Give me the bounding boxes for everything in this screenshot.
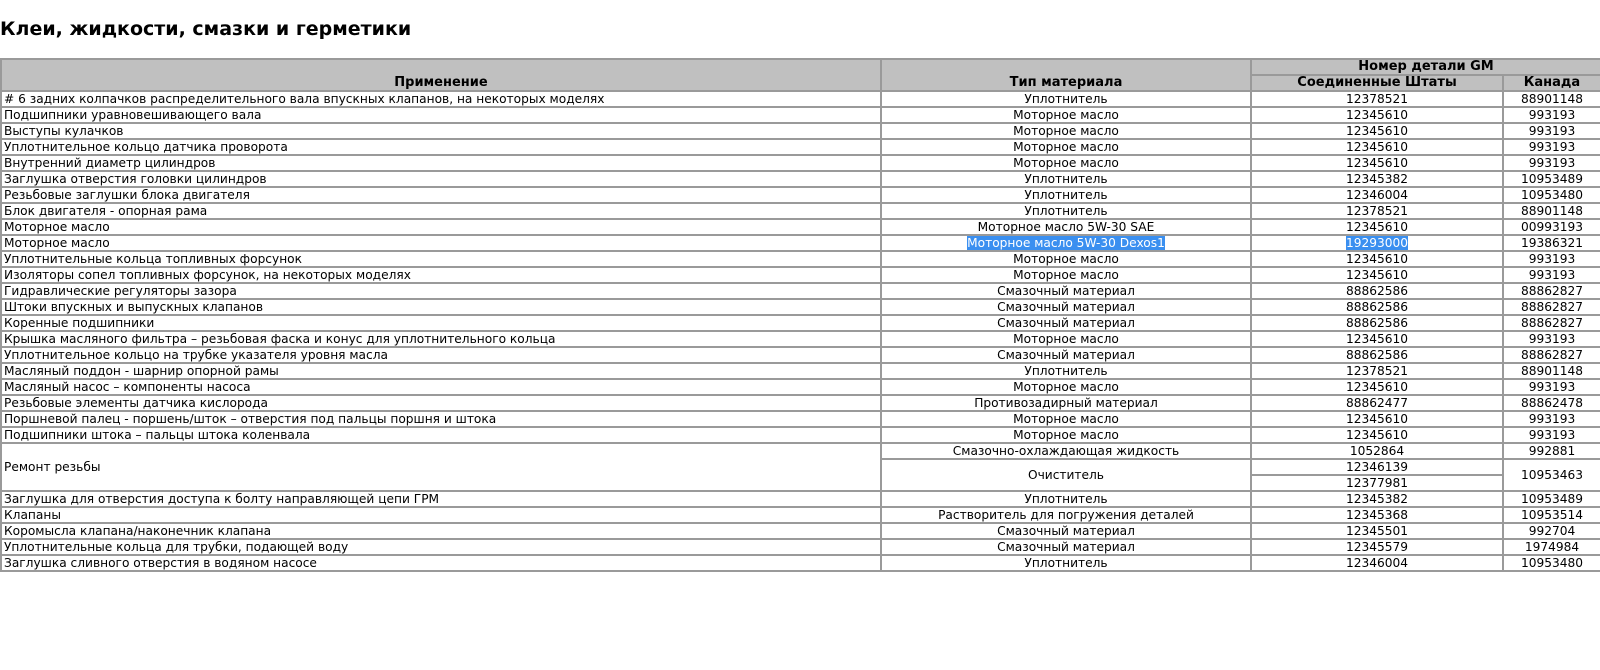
table-row bbox=[1, 395, 1600, 411]
cell-material-type: Уплотнитель bbox=[881, 491, 1251, 507]
cell-application: Моторное масло bbox=[1, 219, 881, 235]
cell-application: Масляный поддон - шарнир опорной рамы bbox=[1, 363, 881, 379]
table-row bbox=[1, 363, 1600, 379]
header-usa: Соединенные Штаты bbox=[1251, 75, 1503, 91]
cell-usa-part: 12345610 bbox=[1251, 331, 1503, 347]
cell-canada-part: 992704 bbox=[1503, 523, 1600, 539]
cell-application: Клапаны bbox=[1, 507, 881, 523]
cell-material-type: Смазочный материал bbox=[881, 315, 1251, 331]
cell-usa-part: 12378521 bbox=[1251, 363, 1503, 379]
table-row bbox=[1, 299, 1600, 315]
cell-usa-part: 12346004 bbox=[1251, 555, 1503, 571]
table-row bbox=[1, 347, 1600, 363]
cell-usa-part: 88862477 bbox=[1251, 395, 1503, 411]
cell-material-type: Смазочный материал bbox=[881, 347, 1251, 363]
cell-material-type: Уплотнитель bbox=[881, 187, 1251, 203]
cell-canada-part: 10953514 bbox=[1503, 507, 1600, 523]
cell-material-type: Смазочный материал bbox=[881, 299, 1251, 315]
cell-material-type: Моторное масло bbox=[881, 155, 1251, 171]
cell-canada-part: 88862827 bbox=[1503, 315, 1600, 331]
cell-material-type: Смазочный материал bbox=[881, 523, 1251, 539]
table-row bbox=[1, 219, 1600, 235]
cell-usa-part: 12377981 bbox=[1251, 475, 1503, 491]
table-row bbox=[1, 331, 1600, 347]
cell-usa-part bbox=[1251, 235, 1503, 251]
cell-material-type: Уплотнитель bbox=[881, 91, 1251, 107]
cell-canada-part: 10953480 bbox=[1503, 555, 1600, 571]
cell-material-type: Уплотнитель bbox=[881, 555, 1251, 571]
table-row bbox=[1, 523, 1600, 539]
cell-canada-part: 88862827 bbox=[1503, 299, 1600, 315]
cell-usa-part: 12378521 bbox=[1251, 91, 1503, 107]
cell-application: Коренные подшипники bbox=[1, 315, 881, 331]
table-row bbox=[1, 539, 1600, 555]
cell-usa-part: 12345610 bbox=[1251, 107, 1503, 123]
table-row bbox=[1, 91, 1600, 107]
selected-text: 19293000 bbox=[1345, 236, 1409, 250]
cell-application: # 6 задних колпачков распределительного вала впускных клапанов, на некоторых моделях bbox=[1, 91, 881, 107]
cell-application: Уплотнительное кольцо датчика проворота bbox=[1, 139, 881, 155]
cell-usa-part: 88862586 bbox=[1251, 299, 1503, 315]
cell-usa-part: 12345382 bbox=[1251, 171, 1503, 187]
cell-usa-part: 12345610 bbox=[1251, 267, 1503, 283]
table-row bbox=[1, 107, 1600, 123]
table-row bbox=[1, 427, 1600, 443]
cell-canada-part: 993193 bbox=[1503, 139, 1600, 155]
cell-application: Коромысла клапана/наконечник клапана bbox=[1, 523, 881, 539]
cell-usa-part: 12345610 bbox=[1251, 251, 1503, 267]
cell-application: Крышка масляного фильтра – резьбовая фаска и конус для уплотнительного кольца bbox=[1, 331, 881, 347]
cell-application: Заглушка отверстия головки цилиндров bbox=[1, 171, 881, 187]
cell-canada-part: 993193 bbox=[1503, 427, 1600, 443]
cell-application: Подшипники уравновешивающего вала bbox=[1, 107, 881, 123]
cell-material-type: Моторное масло bbox=[881, 379, 1251, 395]
table-row bbox=[1, 555, 1600, 571]
cell-material-type: Моторное масло bbox=[881, 123, 1251, 139]
cell-canada-part: 88901148 bbox=[1503, 203, 1600, 219]
table-row bbox=[1, 203, 1600, 219]
cell-usa-part: 12345610 bbox=[1251, 219, 1503, 235]
cell-material-type: Моторное масло bbox=[881, 251, 1251, 267]
header-gm-part-number: Номер детали GM bbox=[1251, 59, 1600, 75]
cell-usa-part: 12345610 bbox=[1251, 411, 1503, 427]
cell-application: Заглушка для отверстия доступа к болту направляющей цепи ГРМ bbox=[1, 491, 881, 507]
cell-usa-part: 12346139 bbox=[1251, 459, 1503, 475]
table-body bbox=[1, 91, 1600, 443]
cell-application: Масляный насос – компоненты насоса bbox=[1, 379, 881, 395]
cell-canada-part: 19386321 bbox=[1503, 235, 1600, 251]
cell-material-type bbox=[881, 235, 1251, 251]
table-row bbox=[1, 491, 1600, 507]
cell-material-type: Смазочный материал bbox=[881, 283, 1251, 299]
cell-canada-part: 993193 bbox=[1503, 155, 1600, 171]
cell-usa-part: 12345368 bbox=[1251, 507, 1503, 523]
cell-application: Поршневой палец - поршень/шток – отверстия под пальцы поршня и штока bbox=[1, 411, 881, 427]
cell-application: Уплотнительное кольцо на трубке указателя уровня масла bbox=[1, 347, 881, 363]
cell-canada-part: 993193 bbox=[1503, 267, 1600, 283]
cell-canada-part: 993193 bbox=[1503, 331, 1600, 347]
cell-application: Ремонт резьбы bbox=[1, 443, 881, 491]
cell-usa-part: 12345610 bbox=[1251, 139, 1503, 155]
cell-canada-part: 10953489 bbox=[1503, 171, 1600, 187]
cell-application: Заглушка сливного отверстия в водяном насосе bbox=[1, 555, 881, 571]
parts-table bbox=[0, 58, 1600, 572]
table-body-thread-repair bbox=[1, 443, 1600, 491]
cell-material-type: Уплотнитель bbox=[881, 203, 1251, 219]
cell-application: Резьбовые заглушки блока двигателя bbox=[1, 187, 881, 203]
page-title: Клеи, жидкости, смазки и герметики bbox=[0, 18, 412, 40]
cell-application: Выступы кулачков bbox=[1, 123, 881, 139]
table-row bbox=[1, 411, 1600, 427]
cell-material-type: Смазочный материал bbox=[881, 539, 1251, 555]
table-row bbox=[1, 235, 1600, 251]
cell-usa-part: 12345610 bbox=[1251, 123, 1503, 139]
cell-usa-part: 1052864 bbox=[1251, 443, 1503, 459]
cell-material-type: Уплотнитель bbox=[881, 363, 1251, 379]
cell-usa-part: 12346004 bbox=[1251, 187, 1503, 203]
cell-canada-part: 00993193 bbox=[1503, 219, 1600, 235]
cell-application: Подшипники штока – пальцы штока коленвала bbox=[1, 427, 881, 443]
table-row bbox=[1, 283, 1600, 299]
cell-canada-part: 88862827 bbox=[1503, 283, 1600, 299]
cell-usa-part: 12345610 bbox=[1251, 155, 1503, 171]
table-row bbox=[1, 139, 1600, 155]
cell-usa-part: 12345501 bbox=[1251, 523, 1503, 539]
table-row bbox=[1, 123, 1600, 139]
cell-canada-part: 993193 bbox=[1503, 379, 1600, 395]
cell-application: Уплотнительные кольца топливных форсунок bbox=[1, 251, 881, 267]
cell-application: Резьбовые элементы датчика кислорода bbox=[1, 395, 881, 411]
header-application: Применение bbox=[1, 59, 881, 91]
cell-application: Блок двигателя - опорная рама bbox=[1, 203, 881, 219]
cell-usa-part: 12345610 bbox=[1251, 427, 1503, 443]
cell-canada-part: 88901148 bbox=[1503, 91, 1600, 107]
table-body-after bbox=[1, 491, 1600, 571]
table-row bbox=[1, 187, 1600, 203]
table-row bbox=[1, 155, 1600, 171]
cell-canada-part: 993193 bbox=[1503, 411, 1600, 427]
cell-usa-part: 88862586 bbox=[1251, 347, 1503, 363]
cell-application: Моторное масло bbox=[1, 235, 881, 251]
cell-material-type: Моторное масло bbox=[881, 427, 1251, 443]
cell-application: Гидравлические регуляторы зазора bbox=[1, 283, 881, 299]
cell-usa-part: 12345579 bbox=[1251, 539, 1503, 555]
cell-canada-part: 993193 bbox=[1503, 107, 1600, 123]
cell-application: Штоки впускных и выпускных клапанов bbox=[1, 299, 881, 315]
table-row bbox=[1, 315, 1600, 331]
cell-application: Внутренний диаметр цилиндров bbox=[1, 155, 881, 171]
table-row bbox=[1, 171, 1600, 187]
table-row bbox=[1, 443, 1600, 459]
cell-material-type: Моторное масло bbox=[881, 267, 1251, 283]
cell-canada-part: 992881 bbox=[1503, 443, 1600, 459]
cell-canada-part: 88862478 bbox=[1503, 395, 1600, 411]
cell-usa-part: 88862586 bbox=[1251, 283, 1503, 299]
table-row bbox=[1, 267, 1600, 283]
cell-material-type: Моторное масло bbox=[881, 331, 1251, 347]
cell-material-type: Уплотнитель bbox=[881, 171, 1251, 187]
cell-canada-part: 993193 bbox=[1503, 123, 1600, 139]
cell-canada-part: 993193 bbox=[1503, 251, 1600, 267]
cell-material-type: Очиститель bbox=[881, 459, 1251, 491]
cell-canada-part: 88862827 bbox=[1503, 347, 1600, 363]
table-row bbox=[1, 379, 1600, 395]
cell-material-type: Моторное масло 5W-30 SAE bbox=[881, 219, 1251, 235]
cell-material-type: Противозадирный материал bbox=[881, 395, 1251, 411]
cell-canada-part: 10953480 bbox=[1503, 187, 1600, 203]
cell-material-type: Смазочно-охлаждающая жидкость bbox=[881, 443, 1251, 459]
cell-application: Уплотнительные кольца для трубки, подающей воду bbox=[1, 539, 881, 555]
cell-canada-part: 10953489 bbox=[1503, 491, 1600, 507]
header-canada: Канада bbox=[1503, 75, 1600, 91]
cell-material-type: Моторное масло bbox=[881, 107, 1251, 123]
table-header bbox=[1, 59, 1600, 91]
table-row bbox=[1, 251, 1600, 267]
cell-usa-part: 88862586 bbox=[1251, 315, 1503, 331]
cell-canada-part: 88901148 bbox=[1503, 363, 1600, 379]
cell-canada-part: 1974984 bbox=[1503, 539, 1600, 555]
cell-material-type: Моторное масло bbox=[881, 139, 1251, 155]
cell-usa-part: 12378521 bbox=[1251, 203, 1503, 219]
table-row bbox=[1, 507, 1600, 523]
selected-text: Моторное масло 5W-30 Dexos1 bbox=[967, 236, 1165, 250]
cell-usa-part: 12345382 bbox=[1251, 491, 1503, 507]
cell-usa-part: 12345610 bbox=[1251, 379, 1503, 395]
cell-application: Изоляторы сопел топливных форсунок, на некоторых моделях bbox=[1, 267, 881, 283]
cell-material-type: Моторное масло bbox=[881, 411, 1251, 427]
cell-canada-part: 10953463 bbox=[1503, 459, 1600, 491]
cell-material-type: Растворитель для погружения деталей bbox=[881, 507, 1251, 523]
header-material-type: Тип материала bbox=[881, 59, 1251, 91]
